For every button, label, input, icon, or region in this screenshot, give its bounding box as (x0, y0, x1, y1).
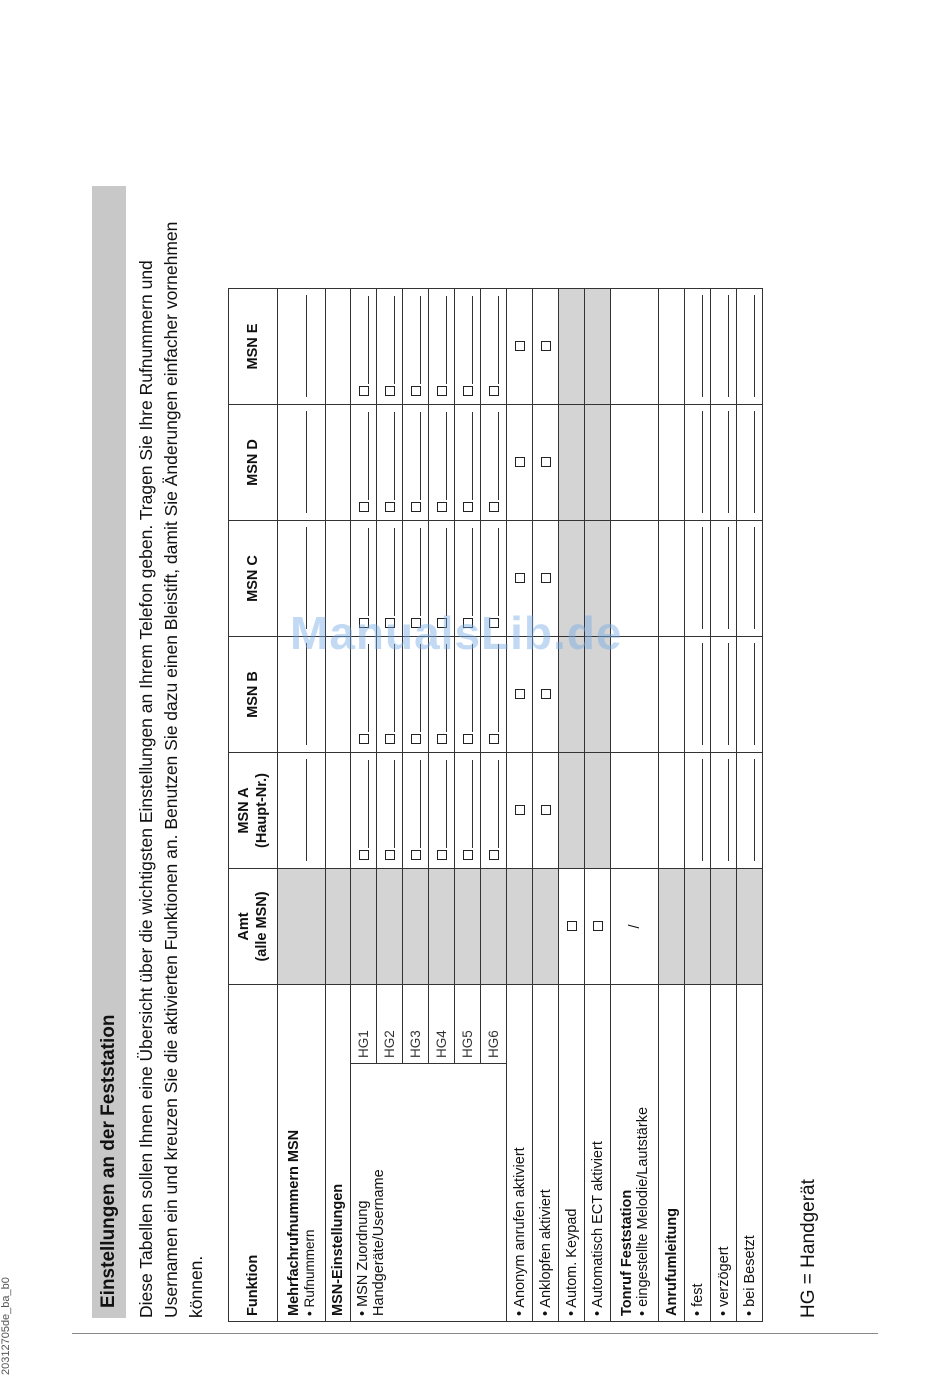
row-anrufumleitung (659, 289, 685, 1322)
write-line[interactable] (718, 412, 729, 514)
anrufumleitung-label: Anrufumleitung (659, 985, 685, 1322)
checkbox[interactable] (489, 851, 499, 861)
checkbox[interactable] (541, 458, 551, 468)
write-line[interactable] (718, 296, 729, 398)
checkbox[interactable] (515, 806, 525, 816)
write-line[interactable] (436, 761, 447, 849)
checkbox[interactable] (541, 690, 551, 700)
write-line[interactable] (410, 529, 421, 617)
checkbox[interactable] (489, 735, 499, 745)
write-line[interactable] (488, 413, 499, 501)
checkbox[interactable] (541, 342, 551, 352)
row-fest (685, 289, 711, 1322)
fest-label: • fest (685, 985, 711, 1322)
checkbox[interactable] (541, 574, 551, 584)
checkbox[interactable] (437, 735, 447, 745)
legend-text: HG = Handgerät (798, 1179, 819, 1318)
write-line[interactable] (744, 528, 755, 630)
row-ect (585, 289, 611, 1322)
checkbox[interactable] (593, 922, 603, 932)
checkbox[interactable] (437, 503, 447, 513)
write-line[interactable] (692, 412, 703, 514)
checkbox[interactable] (411, 503, 421, 513)
checkbox[interactable] (359, 503, 369, 513)
footer-divider (72, 1333, 878, 1334)
keypad-label: • Autom. Keypad (559, 985, 585, 1322)
checkbox[interactable] (463, 851, 473, 861)
verzoegert-label: • verzögert (711, 985, 737, 1322)
row-msn-einstellungen (326, 289, 351, 1322)
write-line[interactable] (744, 760, 755, 862)
write-line[interactable] (744, 644, 755, 746)
checkbox[interactable] (359, 851, 369, 861)
write-line[interactable] (462, 413, 473, 501)
checkbox[interactable] (385, 735, 395, 745)
row-anklopfen (533, 289, 559, 1322)
write-line[interactable] (462, 761, 473, 849)
checkbox[interactable] (359, 735, 369, 745)
hg-label: HG6 (481, 985, 507, 1064)
write-line[interactable] (488, 297, 499, 385)
write-line[interactable] (384, 529, 395, 617)
checkbox[interactable] (515, 458, 525, 468)
checkbox[interactable] (489, 387, 499, 397)
write-line[interactable] (462, 529, 473, 617)
hg-label: HG2 (377, 985, 403, 1064)
watermark: ManualsLib.de (290, 607, 623, 659)
checkbox[interactable] (385, 851, 395, 861)
checkbox[interactable] (385, 503, 395, 513)
write-line[interactable] (692, 296, 703, 398)
checkbox[interactable] (489, 503, 499, 513)
header-msn-c: MSN C (229, 521, 278, 637)
anklopfen-label: • Anklopfen aktiviert (533, 985, 559, 1322)
write-line[interactable] (358, 761, 369, 849)
header-msn-a: MSN A (Haupt-Nr.) (229, 753, 278, 869)
write-line[interactable] (718, 644, 729, 746)
write-line[interactable] (436, 297, 447, 385)
checkbox[interactable] (359, 387, 369, 397)
header-msn-e: MSN E (229, 289, 278, 405)
document-code: 20312705de_ba_b0 (0, 1277, 12, 1375)
row-keypad (559, 289, 585, 1322)
rotated-page-content (92, 186, 819, 1318)
tonruf-title: Tonruf Feststation (618, 1189, 635, 1316)
write-line[interactable] (692, 528, 703, 630)
write-line[interactable] (488, 761, 499, 849)
checkbox[interactable] (411, 387, 421, 397)
row-mehrfachrufnummern (278, 289, 326, 1322)
hg-label: HG3 (403, 985, 429, 1064)
write-line[interactable] (462, 297, 473, 385)
write-line[interactable] (384, 297, 395, 385)
write-line[interactable] (296, 412, 307, 514)
tonruf-sub: • eingestellte Melodie/Lautstärke (634, 1106, 651, 1316)
rufnummern-label: • Rufnummern (302, 1229, 317, 1316)
header-row (229, 289, 278, 1322)
checkbox[interactable] (463, 503, 473, 513)
besetzt-label: • bei Besetzt (737, 985, 763, 1322)
mehrfach-title: Mehrfachrufnummern MSN (286, 1129, 302, 1316)
checkbox[interactable] (463, 735, 473, 745)
row-verzoegert (711, 289, 737, 1322)
write-line[interactable] (384, 761, 395, 849)
checkbox[interactable] (567, 922, 577, 932)
write-line[interactable] (358, 413, 369, 501)
write-line[interactable] (692, 760, 703, 862)
msn-zuordnung-label: • MSN Zuordnung Handgeräte/Username (351, 1064, 507, 1322)
write-line[interactable] (296, 760, 307, 862)
write-line[interactable] (744, 296, 755, 398)
page-title: Einstellungen an der Feststation (98, 1014, 119, 1308)
row-bei-besetzt (737, 289, 763, 1322)
checkbox[interactable] (411, 735, 421, 745)
ect-label: • Automatisch ECT aktiviert (585, 985, 611, 1322)
checkbox[interactable] (515, 574, 525, 584)
checkbox[interactable] (385, 387, 395, 397)
row-anonym (507, 289, 533, 1322)
header-msn-b: MSN B (229, 637, 278, 753)
header-amt: Amt (alle MSN) (229, 869, 278, 985)
anonym-label: • Anonym anrufen aktiviert (507, 985, 533, 1322)
checkbox[interactable] (541, 806, 551, 816)
title-bar (92, 186, 126, 1318)
checkbox[interactable] (437, 851, 447, 861)
msn-einstellungen-label: MSN-Einstellungen (326, 985, 351, 1322)
checkbox[interactable] (515, 342, 525, 352)
write-line[interactable] (296, 296, 307, 398)
write-line[interactable] (692, 644, 703, 746)
checkbox[interactable] (411, 851, 421, 861)
write-line[interactable] (718, 528, 729, 630)
write-line[interactable] (384, 413, 395, 501)
row-tonruf (611, 289, 659, 1322)
write-line[interactable] (436, 529, 447, 617)
hg-label: HG4 (429, 985, 455, 1064)
hg-label: HG1 (351, 985, 377, 1064)
write-line[interactable] (488, 529, 499, 617)
hg-label: HG5 (455, 985, 481, 1064)
write-line[interactable] (410, 297, 421, 385)
settings-table (228, 288, 763, 1322)
write-line[interactable] (358, 529, 369, 617)
row-hg1 (351, 289, 377, 1322)
write-line[interactable] (358, 297, 369, 385)
checkbox[interactable] (463, 387, 473, 397)
checkbox[interactable] (515, 690, 525, 700)
intro-text: Diese Tabellen sollen Ihnen eine Übersicht über die wichtigsten Einstellungen an Ihrem Telefon geben. Tragen Sie Ihre Rufnummern und Usernamen ein und kreuzen Sie die aktivierten Funktionen an. Benutzen Sie dazu einen Bleistift, damit Sie Änderungen einfacher vornehmen können. (136, 221, 206, 1318)
header-funktion: Funktion (229, 985, 278, 1322)
checkbox[interactable] (437, 387, 447, 397)
write-line[interactable] (410, 761, 421, 849)
tonruf-amt-value: / (611, 869, 659, 985)
write-line[interactable] (436, 413, 447, 501)
write-line[interactable] (410, 413, 421, 501)
header-msn-d: MSN D (229, 405, 278, 521)
write-line[interactable] (718, 760, 729, 862)
write-line[interactable] (744, 412, 755, 514)
